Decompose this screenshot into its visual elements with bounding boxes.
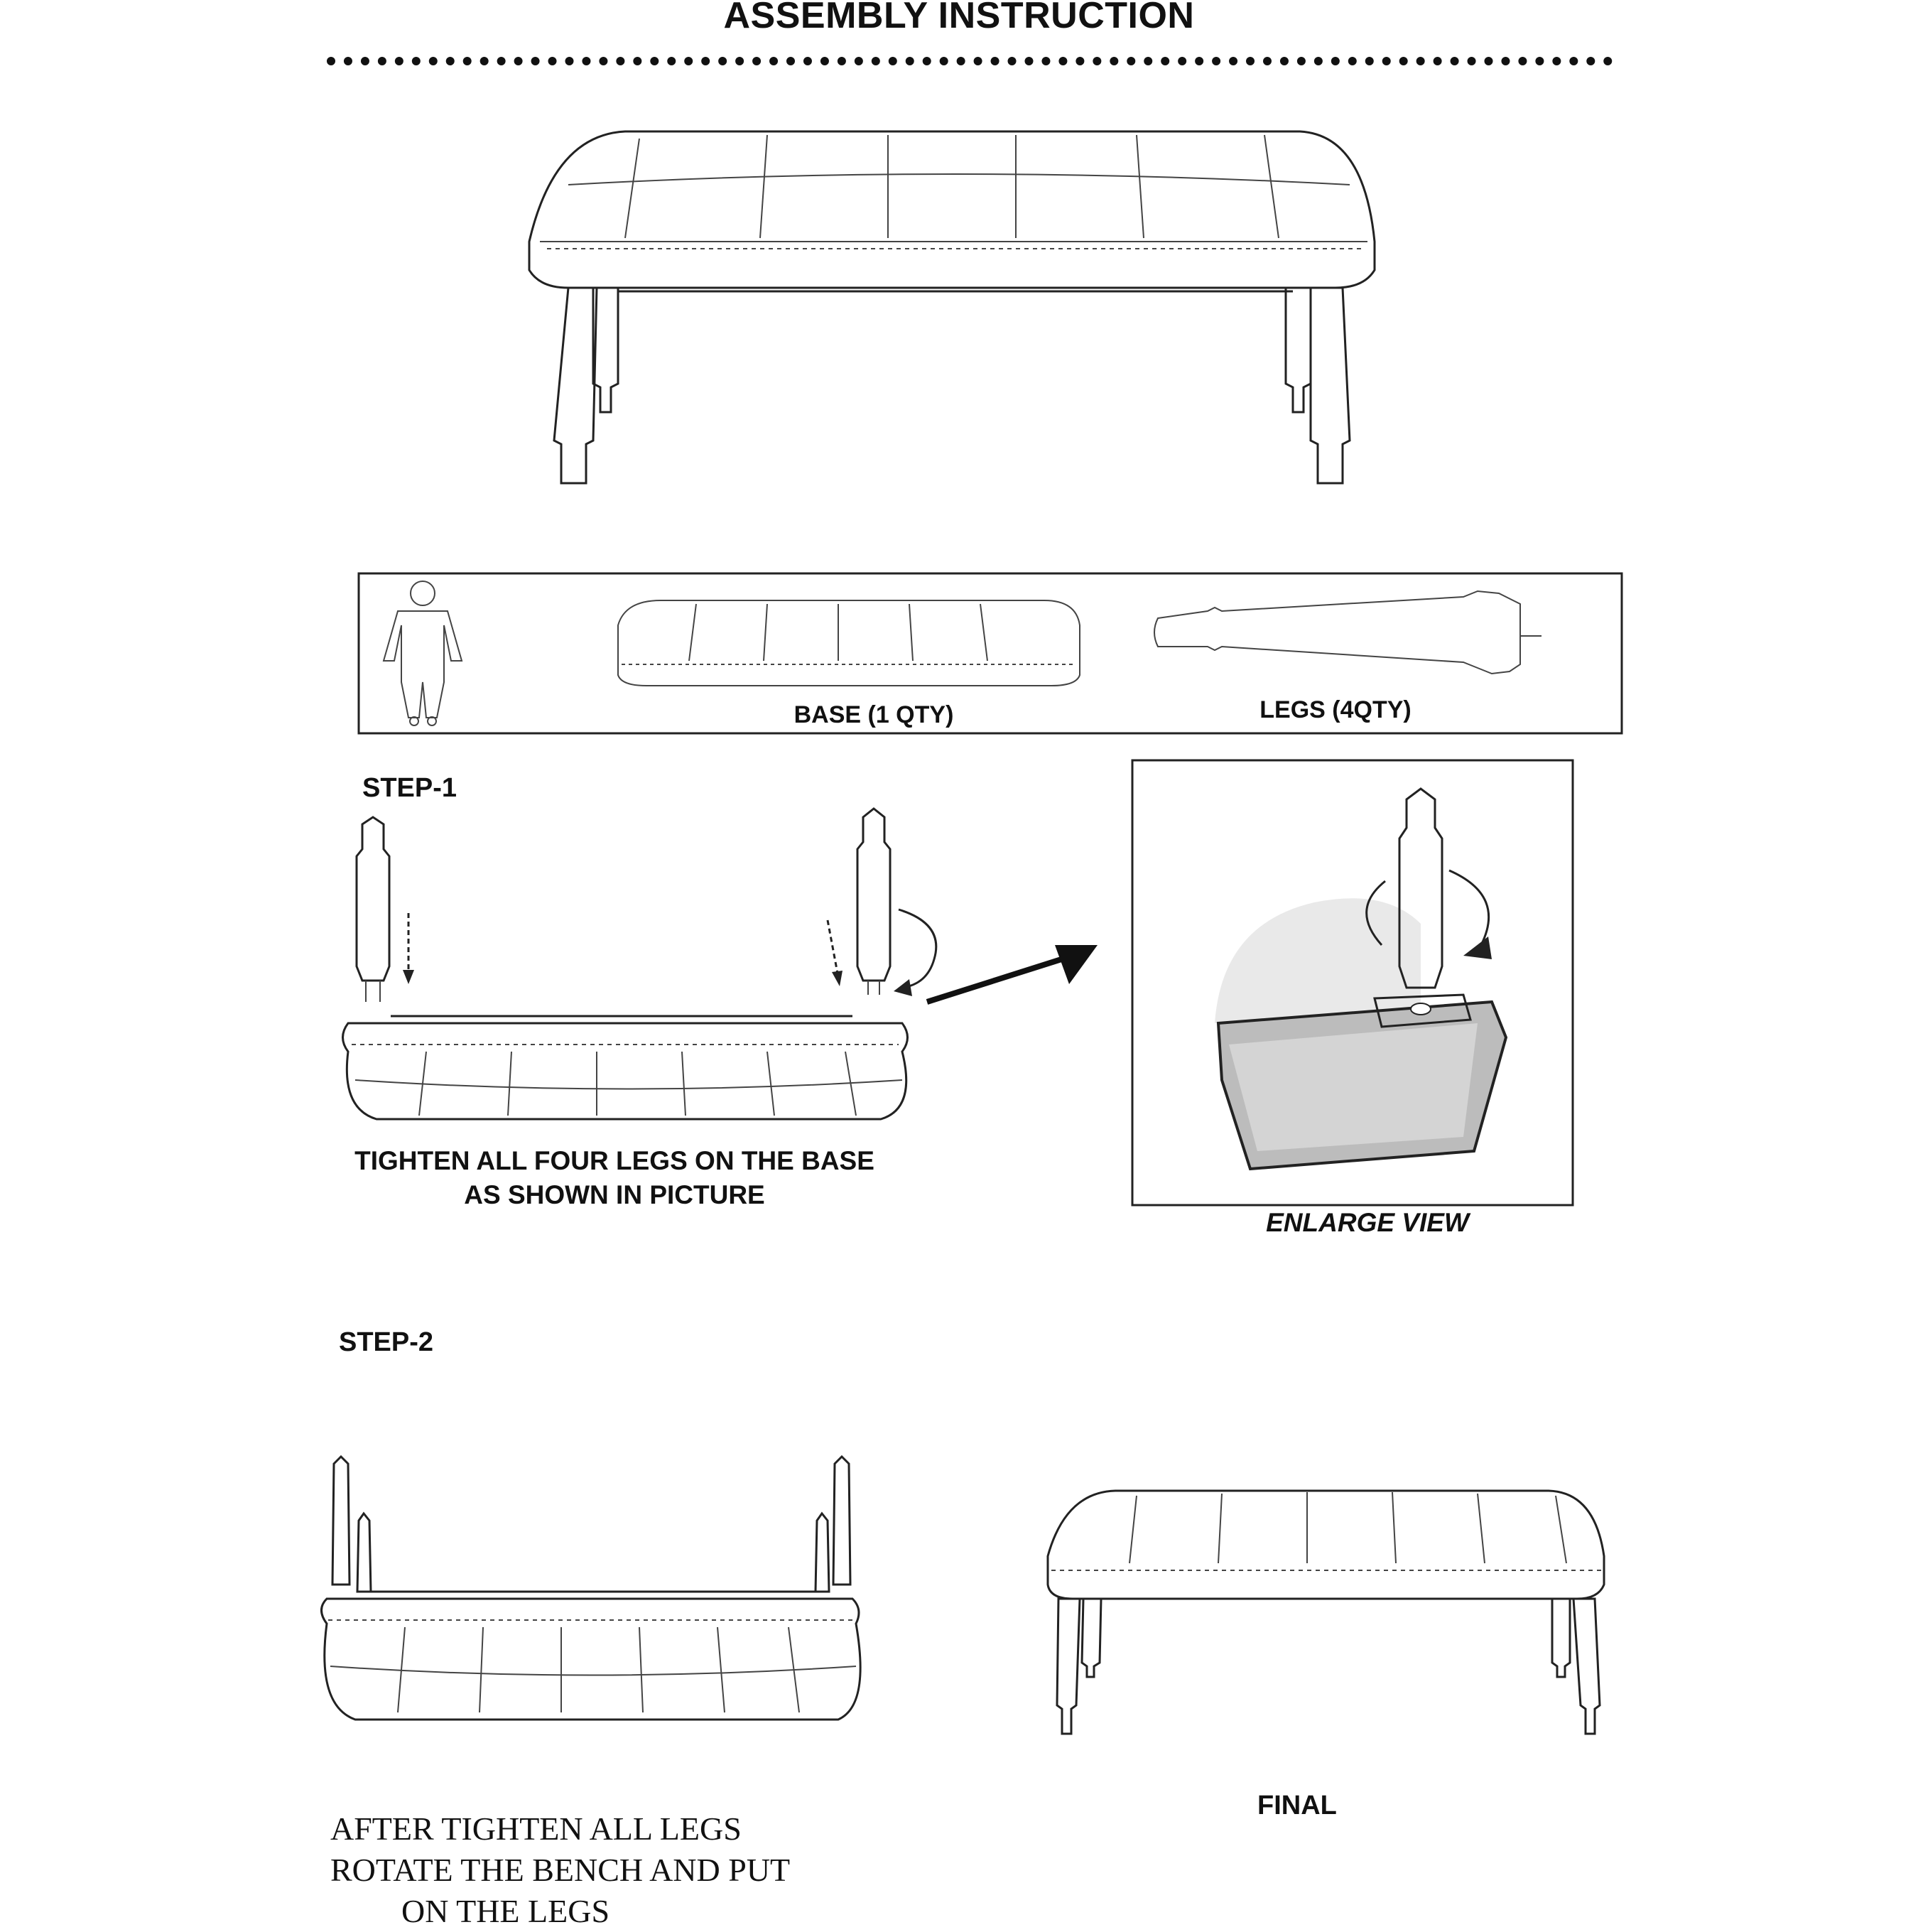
enlarge-view-label: ENLARGE VIEW	[1266, 1208, 1469, 1237]
legs-label: LEGS (4QTY)	[1259, 696, 1412, 723]
page-title: ASSEMBLY INSTRUCTION	[723, 0, 1195, 36]
step1-label: STEP-1	[362, 773, 457, 803]
step1-instruction-line2: AS SHOWN IN PICTURE	[464, 1180, 765, 1209]
step1-instruction-line1: TIGHTEN ALL FOUR LEGS ON THE BASE	[354, 1146, 874, 1175]
step2-instruction-line2: ROTATE THE BENCH AND PUT	[330, 1852, 791, 1888]
step2-instruction-line3: ON THE LEGS	[401, 1893, 610, 1929]
step2-label: STEP-2	[339, 1327, 434, 1357]
final-label: FINAL	[1257, 1791, 1337, 1820]
step2-instruction-line1: AFTER TIGHTEN ALL LEGS	[330, 1810, 742, 1847]
base-label: BASE (1 QTY)	[793, 701, 954, 728]
